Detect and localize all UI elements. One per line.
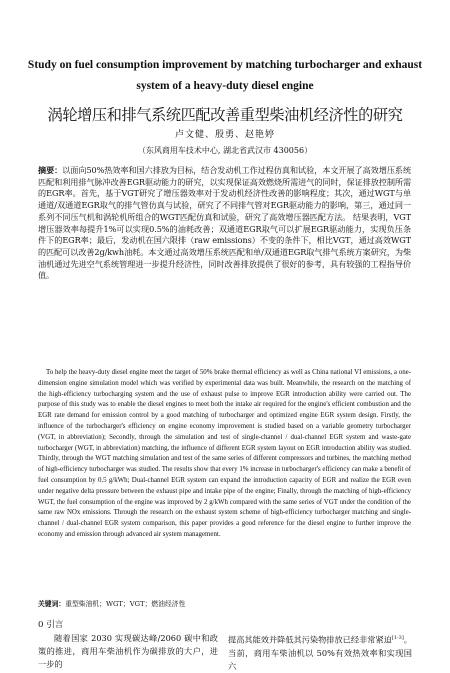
keywords-text: 重型柴油机；WGT；VGT；燃油经济性	[65, 600, 186, 608]
chinese-abstract	[38, 165, 411, 282]
english-title-line2: system of a heavy-duty diesel engine	[136, 80, 314, 92]
english-abstract: To help the heavy-duty diesel engine meet the target of 50% brake thermal efficiency as well as China national VI emissions, a one-dimension engine simulation model which was verified by experimental data was built. Meanwhile, the research on the matching of the high-efficiency turbocharging system and the use of exhaust pulse to improve EGR introduction ability were carried out. The purpose of this study was to enable the diesel engines to meet both the intake air required for the engine's efficient combustion and the EGR rate demand for emission control by a good matching of turbocharger and optimized engine EGR system design. Firstly, the influence of the turbocharger's efficiency on engine economy improvement is studied based on a variable geometry turbocharger (VGT, in abbreviation); Secondly, through the simulation and test of single-channel / dual-channel EGR system and waste-gate turbocharger (WGT, in abbreviation) matching, the influence of different EGR system layout on EGR introduction ability was studied. Thirdly, through the WGT matching simulation and test of the same series of different compressors and turbines, the matching method of high-efficiency turbocharger was studied. The results show that every 1% increase in turbocharger's efficiency can make a benefit of fuel consumption by 0.5 g/kWh; Dual-channel EGR system can expand the introduction capacity of EGR and realize the EGR even under negative delta pressure between the exhaust pipe and intake pipe of the engine; Finally, through the matching of high-efficiency WGT, the fuel consumption of the engine was improved by 2 g/kWh compared with the same series of VGT under the condition of the same raw NOx emissions. Through the research on the exhaust system scheme of high-efficiency turbocharger matching and single-channel / dual-channel EGR system comparison, this paper provides a good reference for the diesel engine to further improve the economy and emission through advanced air system management.	[38, 369, 411, 538]
english-title-line1: Study on fuel consumption improvement by matching turbocharger and exhaust	[27, 59, 423, 71]
affiliation: （东风商用车技术中心, 湖北省武汉市 430056）	[137, 146, 313, 155]
intro-right-text-b: 。当前，商用车柴油机以 50%有效热效率和实现国六	[228, 634, 412, 671]
intro-right-column	[228, 632, 412, 673]
citation-ref: [1-3]	[391, 635, 404, 641]
chinese-title: 涡轮增压和排气系统匹配改善重型柴油机经济性的研究	[47, 106, 403, 124]
section-heading: 0 引言	[38, 620, 64, 630]
keywords	[38, 598, 411, 608]
chinese-abstract-text: 以面向50%热效率和国六排放为目标，结合发动机工作过程仿真和试验，本文开展了高效增压系统匹配和利用排气脉冲改善EGR驱动能力的研究，以实现保证高效燃烧所需进气的同时，保证排放控制所需的EGR率。首先，基于VGT研究了增压器效率对于发动机经济性改善的影响程度；其次，通过WGT与单通道/双通道EGR取气的排气管仿真与试验，研究了不同排气管对EGR驱动能力的影响，第三，通过同一系列不同压气机和涡轮机所组合的WGT匹配仿真和试验，研究了高效增压器匹配方法。 结果表明，VGT增压器效率每提升1%可以实现0.5%的油耗改善；双通道EGR取气可以扩展EGR驱动能力，实现负压条件下的EGR率；最后，发动机在国六限排（raw emissions）不变的条件下，相比VGT，通过高效WGT 的匹配可以改善2g/kwh油耗。本文通过高效增压系统匹配和单/双通道EGR取气排气系统方案研究，为柴油机通过先进空气系统管理进一步提升经济性，同时改善排放提供了很好的参考，具有较强的工程指导价值。	[38, 165, 412, 281]
chinese-abstract-label: 摘要：	[38, 165, 63, 175]
keywords-label: 关键词：	[38, 600, 66, 608]
intro-left-column: 随着国家 2030 实现碳达峰/2060 碳中和政策的推进，商用车柴油机作为碳排放的大户，进一步的	[38, 633, 218, 669]
intro-right-text-a: 提高其能效并降低其污染物排放已经非常紧迫	[228, 634, 392, 645]
authors: 卢文健、殷勇、赵艳婷	[174, 130, 275, 140]
